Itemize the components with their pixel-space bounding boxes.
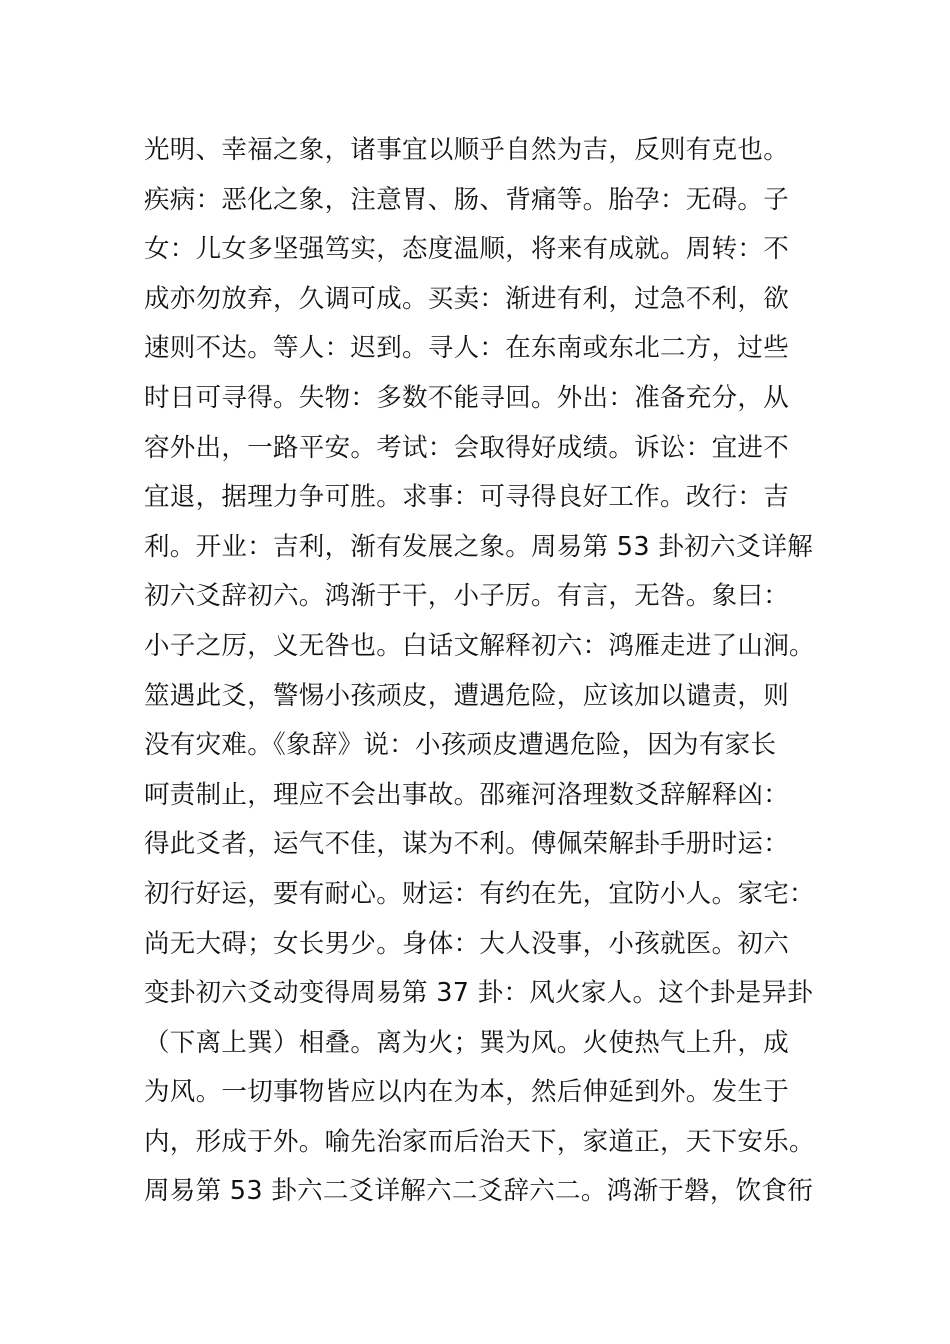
text-line: 速则不达。等人：迟到。寻人：在东南或东北二方，过些 [144, 333, 790, 364]
text-line: 疾病：恶化之象，注意胃、肠、背痛等。胎孕：无碍。子 [144, 184, 790, 215]
text-line: 筮遇此爻，警惕小孩顽皮，遭遇危险，应该加以谴责，则 [144, 680, 790, 711]
text-line: 内，形成于外。喻先治家而后治天下，家道正，天下安乐。 [144, 1126, 815, 1157]
text-line: 呵责制止，理应不会出事故。邵雍河洛理数爻辞解释凶： [144, 779, 790, 810]
text-line: 初六爻辞初六。鸿渐于干，小子厉。有言，无咎。象曰： [144, 581, 790, 612]
body-text [144, 126, 824, 1217]
text-line: 尚无大碍；女长男少。身体：大人没事，小孩就医。初六 [144, 928, 790, 959]
text-line: 利。开业：吉利，渐有发展之象。周易第 53 卦初六爻详解 [144, 531, 814, 562]
text-line: 初行好运，要有耐心。财运：有约在先，宜防小人。家宅： [144, 878, 815, 909]
text-line: 没有灾难。《象辞》说：小孩顽皮遭遇危险，因为有家长 [144, 730, 777, 761]
text-line: 容外出，一路平安。考试：会取得好成绩。诉讼：宜进不 [144, 432, 790, 463]
text-line: 得此爻者，运气不佳，谋为不利。傅佩荣解卦手册时运： [144, 829, 790, 860]
text-line: 成亦勿放弃，久调可成。买卖：渐进有利，过急不利，欲 [144, 283, 790, 314]
text-line: 变卦初六爻动变得周易第 37 卦：风火家人。这个卦是异卦 [144, 978, 814, 1009]
text-line: 周易第 53 卦六二爻详解六二爻辞六二。鸿渐于磐，饮食衎 [144, 1176, 814, 1207]
text-line: 为风。一切事物皆应以内在为本，然后伸延到外。发生于 [144, 1077, 790, 1108]
text-line: 宜退，据理力争可胜。求事：可寻得良好工作。改行：吉 [144, 482, 790, 513]
text-line: 时日可寻得。失物：多数不能寻回。外出：准备充分，从 [144, 382, 790, 413]
text-line: （下离上巽）相叠。离为火；巽为风。火使热气上升，成 [144, 1027, 790, 1058]
text-line: 小子之厉，义无咎也。白话文解释初六：鸿雁走进了山涧。 [144, 630, 815, 661]
text-line: 女：儿女多坚强笃实，态度温顺，将来有成就。周转：不 [144, 234, 790, 265]
text-line: 光明、幸福之象，诸事宜以顺乎自然为吉，反则有克也。 [144, 135, 790, 165]
